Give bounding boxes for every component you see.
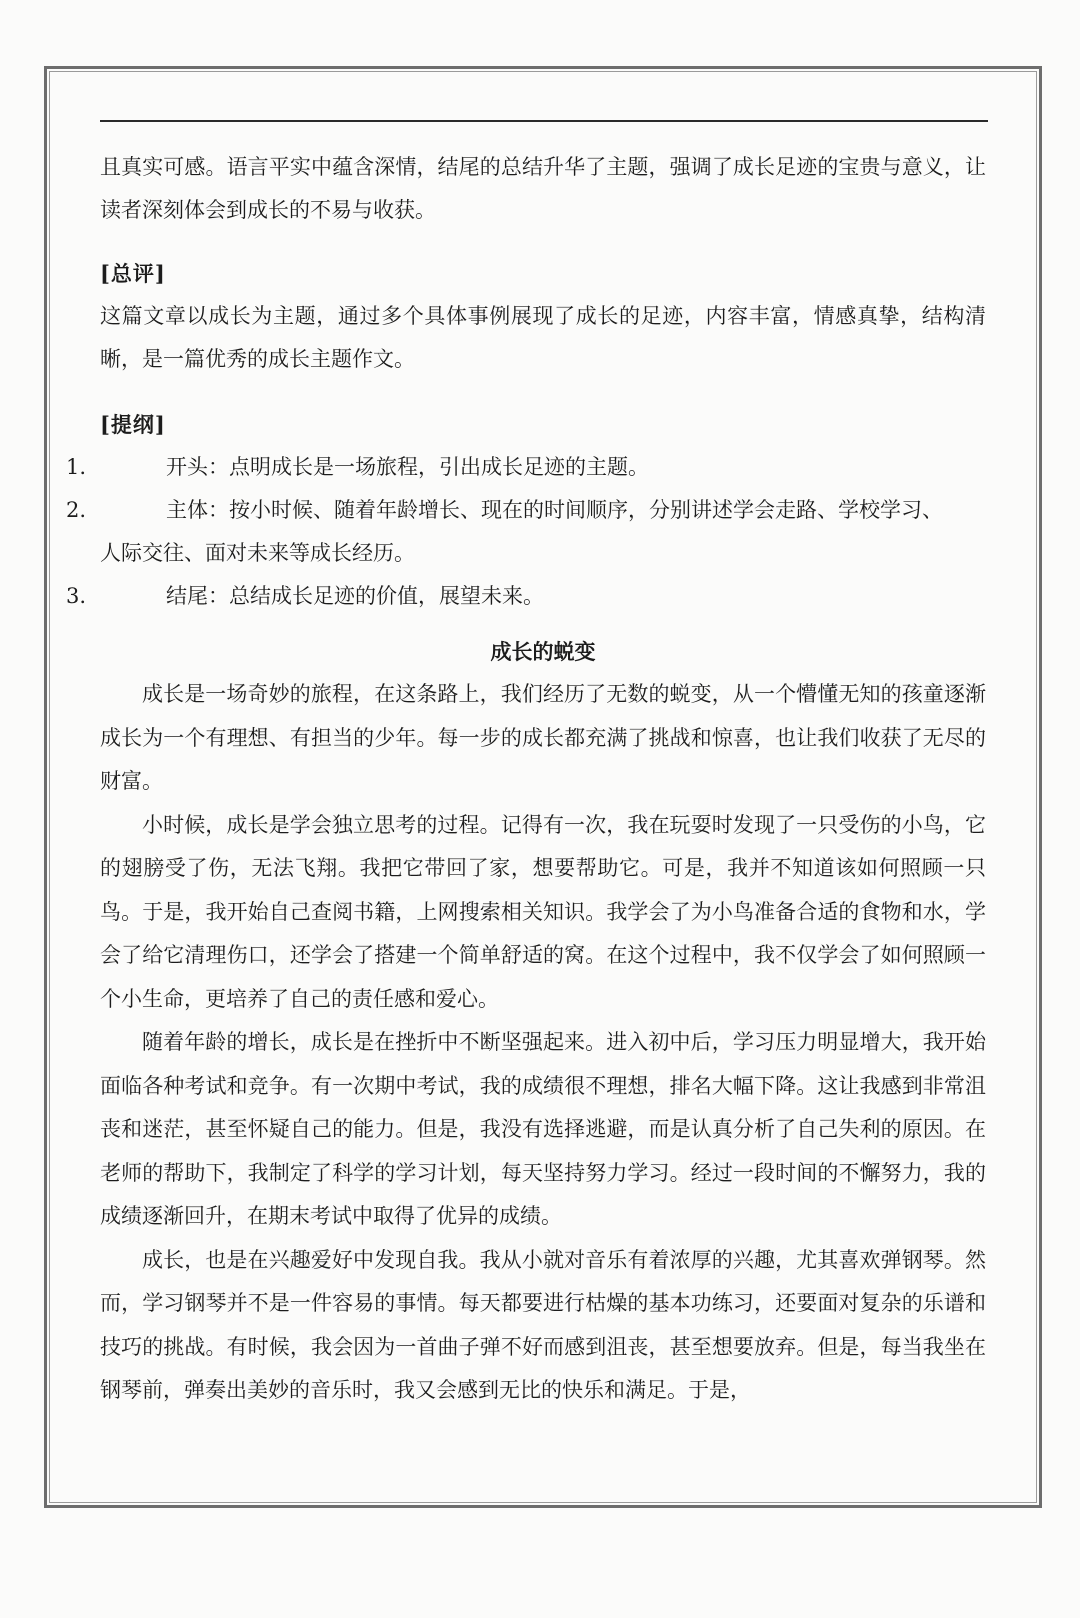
essay-paragraph: 成长，也是在兴趣爱好中发现自我。我从小就对音乐有着浓厚的兴趣，尤其喜欢弹钢琴。然而，学习钢琴并不是一件容易的事情。每天都要进行枯燥的基本功练习，还要面对复杂的乐谱和技巧的挑战。有时候，我会因为一首曲子弹不好而感到沮丧，甚至想要放弃。但是，每当我坐在钢琴前，弹奏出美妙的音乐时，我又会感到无比的快乐和满足。于是， [100, 1247, 986, 1402]
review-text: 这篇文章以成长为主题，通过多个具体事例展现了成长的足迹，内容丰富，情感真挚，结构清晰，是一篇优秀的成长主题作文。 [100, 304, 986, 371]
essay-body [100, 673, 986, 1413]
page-content [66, 146, 986, 1413]
outline-heading: [提纲] [100, 412, 166, 437]
outline-text: 开头：点明成长是一场旅程，引出成长足迹的主题。 [166, 455, 649, 479]
essay-title: 成长的蜕变 [490, 639, 596, 664]
essay-paragraph: 随着年龄的增长，成长是在挫折中不断坚强起来。进入初中后，学习压力明显增大，我开始面临各种考试和竞争。有一次期中考试，我的成绩很不理想，排名大幅下降。这让我感到非常沮丧和迷茫，甚至怀疑自己的能力。但是，我没有选择逃避，而是认真分析了自己失利的原因。在老师的帮助下，我制定了科学的学习计划，每天坚持努力学习。经过一段时间的不懈努力，我的成绩逐渐回升，在期末考试中取得了优异的成绩。 [100, 1030, 986, 1228]
outline-item-3 [66, 575, 986, 618]
commentary-tail: 且真实可感。语言平实中蕴含深情，结尾的总结升华了主题，强调了成长足迹的宝贵与意义，让读者深刻体会到成长的不易与收获。 [100, 155, 986, 222]
outline-number: 2. [66, 498, 87, 522]
outline-text: 结尾：总结成长足迹的价值，展望未来。 [166, 584, 544, 608]
outline-text: 主体：按小时候、随着年龄增长、现在的时间顺序，分别讲述学会走路、学校学习、 [166, 498, 943, 522]
outline-item-1 [66, 446, 986, 489]
top-rule [100, 120, 988, 122]
outline-number: 1. [66, 455, 87, 479]
outline-item-2 [66, 489, 986, 532]
outline-number: 3. [66, 584, 87, 608]
outline-text-continuation: 人际交往、面对未来等成长经历。 [100, 541, 415, 565]
essay-paragraph: 小时候，成长是学会独立思考的过程。记得有一次，我在玩耍时发现了一只受伤的小鸟，它的翅膀受了伤，无法飞翔。我把它带回了家，想要帮助它。可是，我并不知道该如何照顾一只鸟。于是，我开始自己查阅书籍，上网搜索相关知识。我学会了为小鸟准备合适的食物和水，学会了给它清理伤口，还学会了搭建一个简单舒适的窝。在这个过程中，我不仅学会了如何照顾一个小生命，更培养了自己的责任感和爱心。 [100, 812, 986, 1011]
review-heading: [总评] [100, 261, 166, 286]
essay-paragraph: 成长是一场奇妙的旅程，在这条路上，我们经历了无数的蜕变，从一个懵懂无知的孩童逐渐成长为一个有理想、有担当的少年。每一步的成长都充满了挑战和惊喜，也让我们收获了无尽的财富。 [100, 682, 986, 793]
